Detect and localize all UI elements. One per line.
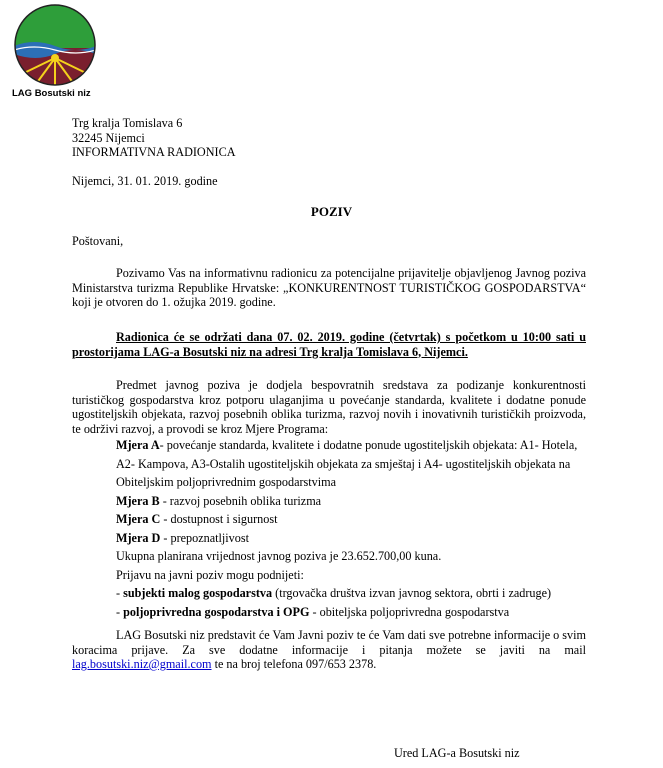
measure-label: Mjera D xyxy=(116,530,161,545)
sender-address xyxy=(72,116,236,160)
logo-name: LAG Bosutski niz xyxy=(12,88,91,99)
signature: Ured LAG-a Bosutski niz xyxy=(394,746,520,760)
phone-text: te na broj telefona 097/653 2378. xyxy=(211,657,377,671)
paragraph-contact xyxy=(72,628,586,672)
measure-item: Mjera D - prepoznatljivost xyxy=(116,530,250,545)
applicants-intro: Prijavu na javni poziv mogu podnijeti: xyxy=(116,567,304,582)
paragraph-invitation: Pozivamo Vas na informativnu radionicu za potencijalne prijavitelje objavljenog Javnog poziva Ministarstva turizma Republike Hrvatske: „KONKURENTNOST TURISTIČKOG GOSPODARSTVA“ koji je otvoren do 1. ožujka 2019. godine. xyxy=(72,266,586,309)
sender-street: Trg kralja Tomislava 6 xyxy=(72,116,183,130)
paragraph-subject: Predmet javnog poziva je dodjela bespovratnih sredstava za podizanje konkurentnosti turističkog gospodarstva kroz potporu ulaganjima u povećanje standarda, kvalitete i dodatne ponude ugostiteljskih objekata, razvoj posebnih oblika turizma, razvoj novih i inovativnih turističkih proizvoda, te održivi razvoj, a provodi se kroz Mjere Programa: xyxy=(72,378,586,436)
sender-dept: INFORMATIVNA RADIONICA xyxy=(72,145,236,159)
measure-item: Mjera A- povećanje standarda, kvalitete i dodatne ponude ugostiteljskih objekata: A1- Hotela, A2- Kampova, A3-Ostalih ugostiteljskih objekata za smještaj i A4- ugostiteljskih objekata na Obiteljskim poljoprivrednim gospodarstvima xyxy=(116,438,578,489)
contact-text: LAG Bosutski niz predstavit će Vam Javni poziv te će Vam dati sve potrebne informacije o svim koracima prijave. Za sve dodatne informacije i pitanja možete se javiti na mail xyxy=(72,628,587,657)
greeting: Poštovani, xyxy=(72,234,124,248)
measure-label: Mjera C xyxy=(116,512,161,526)
letter-date: Nijemci, 31. 01. 2019. godine xyxy=(72,174,218,188)
letter-title: POZIV xyxy=(310,204,353,219)
sender-city: 32245 Nijemci xyxy=(72,130,145,145)
measure-item: Mjera B - razvoj posebnih oblika turizma xyxy=(116,493,322,508)
logo xyxy=(12,4,102,99)
email-link[interactable]: lag.bosutski.niz@gmail.com xyxy=(72,657,212,671)
lag-logo-icon xyxy=(14,4,96,86)
applicant-item: - subjekti malog gospodarstva (trgovačka društva izvan javnog sektora, obrti i zadruge) xyxy=(116,586,552,600)
paragraph-workshop-details: Radionica će se održati dana 07. 02. 2019. godine (četvrtak) s početkom u 10:00 sati u prostorijama LAG-a Bosutski niz na adresi Trg kralja Tomislava 6, Nijemci. xyxy=(72,330,586,359)
measures-list xyxy=(116,436,586,621)
measure-label: Mjera B xyxy=(116,493,160,508)
measure-label: Mjera A xyxy=(116,438,160,452)
total-value: Ukupna planirana vrijednost javnog poziva je 23.652.700,00 kuna. xyxy=(116,549,442,563)
applicant-item: - poljoprivredna gospodarstva i OPG - obiteljska poljoprivredna gospodarstva xyxy=(116,604,510,619)
measure-item: Mjera C - dostupnost i sigurnost xyxy=(116,512,278,526)
